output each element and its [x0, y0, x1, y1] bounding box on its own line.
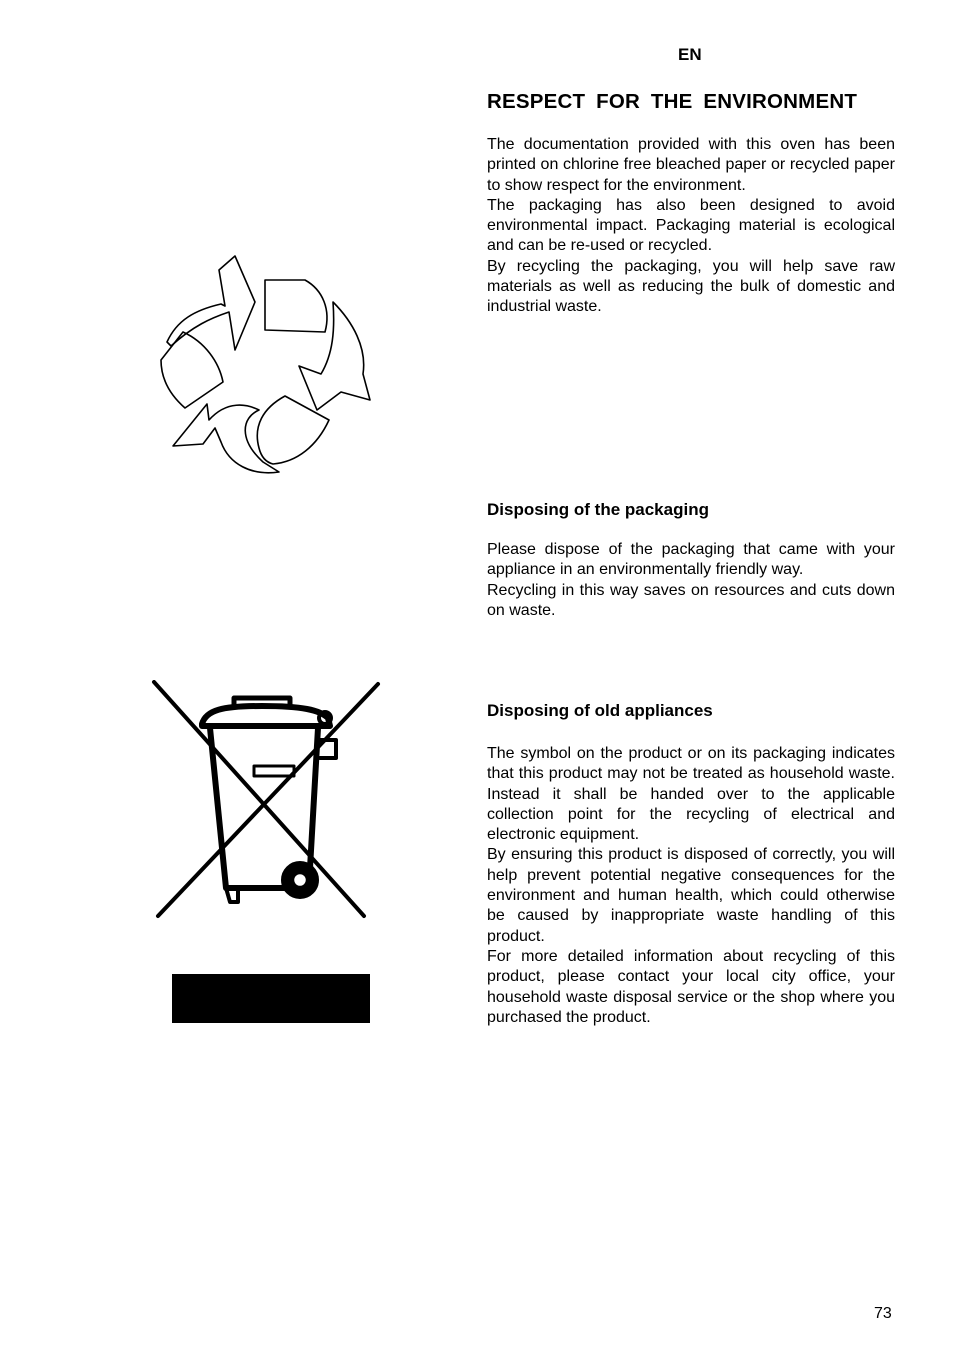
packaging-paragraph-2: Recycling in this way saves on resources and cuts down on waste.	[487, 581, 895, 619]
page-number: 73	[874, 1305, 892, 1322]
environment-paragraph-3: By recycling the packaging, you will help save raw materials as well as reducing the bulk of domestic and industrial waste.	[487, 257, 895, 316]
appliances-heading: Disposing of old appliances	[487, 701, 713, 720]
crossed-out-wheelie-bin-icon	[150, 680, 382, 924]
appliances-paragraph-3: For more detailed information about recycling of this product, please contact your local city office, your household waste disposal service or the shop where you purchased the product.	[487, 947, 895, 1026]
environment-paragraph-2: The packaging has also been designed to avoid environmental impact. Packaging material is ecological and can be re-used or recycled.	[487, 196, 895, 255]
recycle-icon	[155, 250, 377, 478]
environment-paragraph-1: The documentation provided with this oven has been printed on chlorine free bleached paper or recycled paper to show respect for the environment.	[487, 136, 895, 194]
page-title: RESPECT FOR THE ENVIRONMENT	[487, 90, 858, 113]
appliances-text	[487, 744, 895, 1028]
environment-text	[487, 135, 895, 318]
language-code: EN	[678, 45, 702, 64]
packaging-paragraph-1: Please dispose of the packaging that came with your appliance in an environmentally friendly way.	[487, 541, 895, 579]
packaging-text	[487, 540, 895, 621]
appliances-paragraph-2: By ensuring this product is disposed of correctly, you will help prevent potential negative consequences for the environment and human health, which could otherwise be caused by inappropriate waste handling of this product.	[487, 846, 895, 945]
appliances-paragraph-1: The symbol on the product or on its packaging indicates that this product may not be treated as household waste. Instead it shall be handed over to the applicable collection point for the recycling of electrical and electronic equipment.	[487, 745, 895, 844]
weee-underline-bar	[172, 974, 370, 1023]
packaging-heading: Disposing of the packaging	[487, 500, 709, 519]
